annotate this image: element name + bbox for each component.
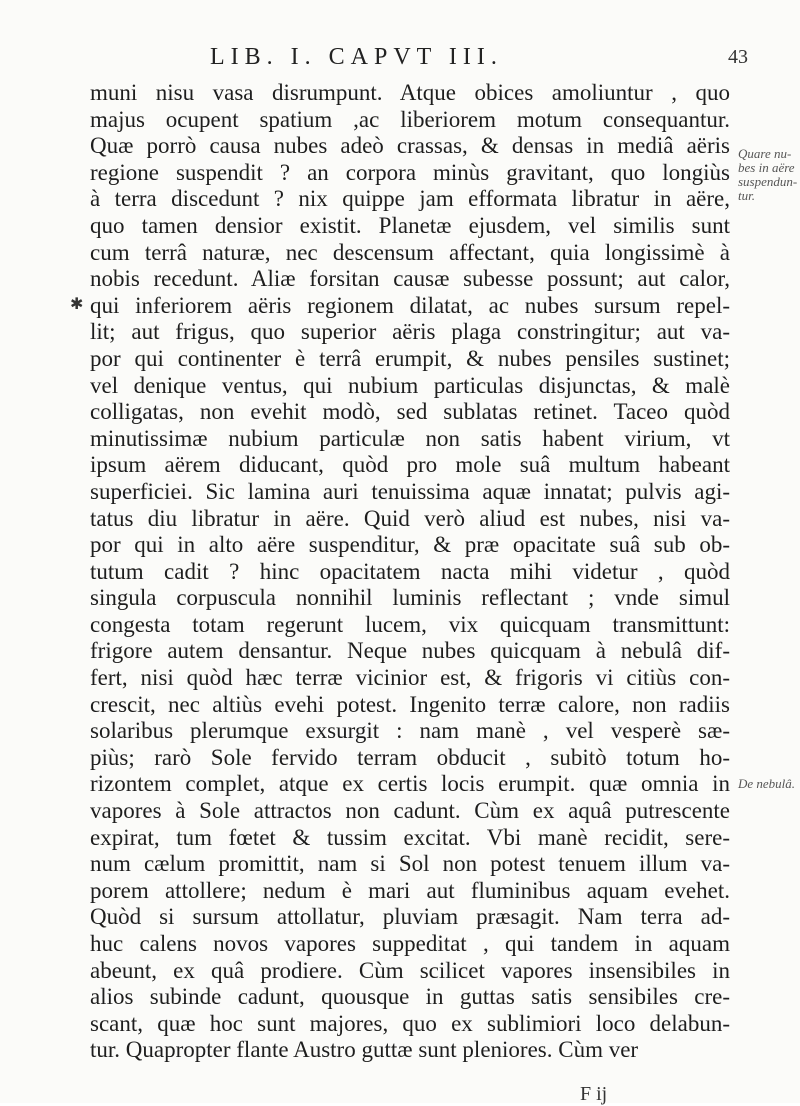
text-line: regione suspendit ? an corpora minùs gravitant, quo longiùs bbox=[90, 159, 730, 185]
text-line: por qui continenter è terrâ erumpit, & nubes pensiles sustinet; bbox=[90, 345, 730, 371]
text-line: alios subinde cadunt, quousque in guttas satis sensibiles cre- bbox=[90, 984, 730, 1010]
text-line: solaribus plerumque exsurgit : nam manè , vel vesperè sæ- bbox=[90, 718, 730, 744]
marginal-line: Quare nu- bbox=[738, 146, 792, 161]
text-line: cum terrâ naturæ, nec descensum affectant, quia longissimè à bbox=[90, 239, 730, 265]
text-line: colligatas, non evehit modò, sed sublatas retinet. Taceo quòd bbox=[90, 399, 730, 425]
text-line: tutum cadit ? hinc opacitatem nacta mihi videtur , quòd bbox=[90, 558, 730, 584]
text-line: piùs; rarò Sole fervido terram obducit , subitò totum ho- bbox=[90, 744, 730, 770]
text-line: frigore autem densantur. Neque nubes quicquam à nebulâ dif- bbox=[90, 638, 730, 664]
text-line: congesta totam regerunt lucem, vix quicquam transmittunt: bbox=[90, 611, 730, 637]
marginal-line: bes in aëre bbox=[738, 160, 795, 175]
text-line: quo tamen densior existit. Planetæ ejusdem, vel similis sunt bbox=[90, 212, 730, 238]
text-line: vapores à Sole attractos non cadunt. Cùm ex aquâ putrescente bbox=[90, 798, 730, 824]
body-text bbox=[90, 80, 730, 1064]
text-line: scant, quæ hoc sunt majores, quo ex sublimiori loco delabun- bbox=[90, 1010, 730, 1036]
text-line: expirat, tum fœtet & tussim excitat. Vbi manè recidit, sere- bbox=[90, 824, 730, 850]
text-line: muni nisu vasa disrumpunt. Atque obices amoliuntur , quo bbox=[90, 80, 730, 105]
asterisk-icon: ✱ bbox=[70, 294, 84, 313]
text-line: majus ocupent spatium ,ac liberiorem motum consequantur. bbox=[90, 106, 730, 132]
text-line: vel denique ventus, qui nubium particulas disjunctas, & malè bbox=[90, 372, 730, 398]
text-line: à terra discedunt ? nix quippe jam efformata libratur in aëre, bbox=[90, 186, 730, 212]
text-line: tatus diu libratur in aëre. Quid verò aliud est nubes, nisi va- bbox=[90, 505, 730, 531]
text-line: num cælum promittit, nam si Sol non potest tenuem illum va- bbox=[90, 851, 730, 877]
text-line: abeunt, ex quâ prodiere. Cùm scilicet vapores insensibiles in bbox=[90, 957, 730, 983]
text-line: nobis recedunt. Aliæ forsitan causæ subesse possunt; aut calor, bbox=[90, 266, 730, 292]
marginal-line: De nebulâ. bbox=[738, 776, 796, 791]
text-line: superficiei. Sic lamina auri tenuissima aquæ innatat; pulvis agi- bbox=[90, 478, 730, 504]
running-head: LIB. I. CAPVT III. bbox=[210, 44, 503, 70]
page-header bbox=[160, 44, 760, 74]
text-line: por qui in alto aëre suspenditur, & præ opacitate suâ sub ob- bbox=[90, 532, 730, 558]
marginal-line: tur. bbox=[738, 188, 755, 203]
text-line: ipsum aërem diducant, quòd pro mole suâ multum habeant bbox=[90, 452, 730, 478]
text-line: Quæ porrò causa nubes adeò crassas, & densas in mediâ aëris bbox=[90, 133, 730, 159]
text-line: minutissimæ nubium particulæ non satis habent virium, vt bbox=[90, 425, 730, 451]
text-line: lit; aut frigus, quo superior aëris plaga constringitur; aut va- bbox=[90, 319, 730, 345]
marginal-line: suspendun- bbox=[738, 174, 798, 189]
text-line: huc calens novos vapores suppeditat , qui tandem in aquam bbox=[90, 931, 730, 956]
text-line: crescit, nec altiùs evehi potest. Ingenito terræ calore, non radiis bbox=[90, 691, 730, 717]
text-line: singula corpuscula nonnihil luminis reflectant ; vnde simul bbox=[90, 585, 730, 611]
signature-mark: F ij bbox=[580, 1083, 608, 1105]
text-line: tur. Quapropter flante Austro guttæ sunt pleniores. Cùm ver bbox=[90, 1037, 639, 1063]
text-line: Quòd si sursum attollatur, pluviam præsagit. Nam terra ad- bbox=[90, 904, 730, 930]
marginal-note-clouds bbox=[738, 147, 798, 203]
text-line: rizontem complet, atque ex certis locis erumpit. quæ omnia in bbox=[90, 771, 730, 797]
marginal-note-fog bbox=[738, 777, 798, 791]
text-line: fert, nisi quòd hæc terræ vicinior est, & frigoris vi citiùs con- bbox=[90, 665, 730, 691]
page-number: 43 bbox=[728, 46, 748, 68]
text-line: qui inferiorem aëris regionem dilatat, ac nubes sursum repel- bbox=[90, 292, 730, 318]
text-line: porem attollere; nedum è mari aut fluminibus aquam evehet. bbox=[90, 877, 730, 903]
